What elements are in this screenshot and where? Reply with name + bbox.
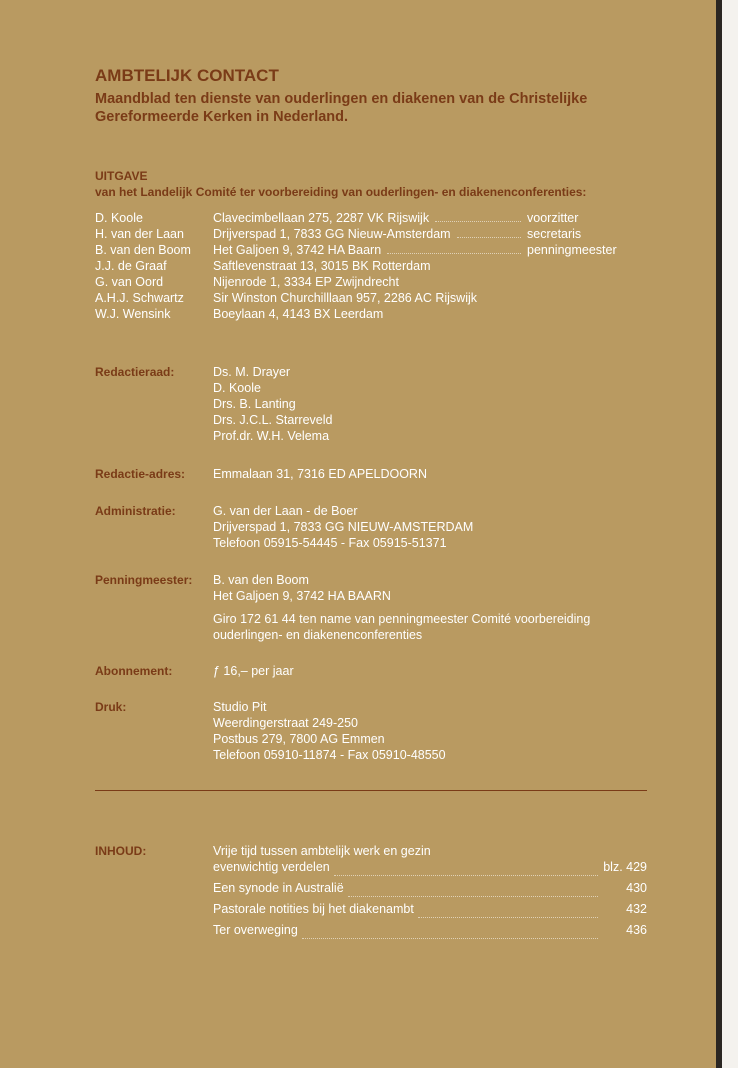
redactieraad-label: Redactieraad:: [95, 365, 175, 379]
editor-name: Drs. J.C.L. Starreveld: [213, 413, 333, 427]
uitgave-section: [95, 168, 647, 322]
committee-list: [95, 210, 647, 322]
committee-member: [95, 242, 647, 258]
colophon: [95, 66, 647, 763]
member-name: J.J. de Graaf: [95, 259, 167, 273]
toc-indent: [95, 901, 213, 922]
redactieraad-section: [95, 364, 647, 444]
toc-page-number: blz. 429: [603, 860, 647, 874]
committee-member: [95, 290, 647, 306]
dot-leader: [435, 210, 521, 222]
toc-heading-row: [95, 843, 647, 859]
member-address: Drijverspad 1, 7833 GG Nieuw-Amsterdam: [213, 227, 451, 241]
toc-entry[interactable]: [95, 880, 647, 901]
administratie-line: Telefoon 05915-54445 - Fax 05915-51371: [213, 536, 447, 550]
toc-page-number: 432: [626, 902, 647, 916]
member-address: Saftlevenstraat 13, 3015 BK Rotterdam: [213, 259, 431, 273]
druk-line: Weerdingerstraat 249-250: [213, 716, 358, 730]
toc-indent: [95, 922, 213, 943]
spacer: [213, 604, 647, 611]
abonnement-body: [213, 663, 647, 679]
redactieraad-members: [213, 364, 647, 444]
penningmeester-body: [213, 572, 647, 643]
magazine-title: AMBTELIJK CONTACT: [95, 66, 279, 85]
toc-entry[interactable]: [95, 859, 647, 880]
page-binding-edge: [716, 0, 722, 1068]
administratie-section: [95, 503, 647, 551]
member-address: Het Galjoen 9, 3742 HA Baarn: [213, 243, 382, 257]
penningmeester-line: B. van den Boom: [213, 573, 309, 587]
toc-page-number: 436: [626, 923, 647, 937]
penningmeester-label: Penningmeester:: [95, 573, 193, 587]
toc-entry-title: Pastorale notities bij het diakenambt: [213, 902, 414, 916]
administratie-line: Drijverspad 1, 7833 GG NIEUW-AMSTERDAM: [213, 520, 474, 534]
toc-entry-title: Een synode in Australië: [213, 881, 344, 895]
redactie-adres-label: Redactie-adres:: [95, 467, 186, 481]
editor-name: Ds. M. Drayer: [213, 365, 291, 379]
member-name: A.H.J. Schwartz: [95, 291, 184, 305]
penningmeester-section: [95, 572, 647, 643]
redactie-adres-value: Emmalaan 31, 7316 ED APELDOORN: [213, 467, 427, 481]
member-role: secretaris: [527, 227, 582, 241]
uitgave-subheading: van het Landelijk Comité ter voorbereiding van ouderlingen- en diakenenconferenties:: [95, 185, 587, 199]
member-address: Clavecimbellaan 275, 2287 VK Rijswijk: [213, 211, 430, 225]
dot-leader: [348, 880, 598, 897]
toc-page-number: 430: [626, 881, 647, 895]
administratie-body: [213, 503, 647, 551]
dot-leader: [387, 242, 521, 254]
table-of-contents: [95, 843, 647, 943]
committee-member: [95, 306, 647, 322]
committee-member: [95, 226, 647, 242]
dot-leader: [457, 226, 521, 238]
toc-indent: [95, 859, 213, 880]
dot-leader: [418, 901, 598, 918]
member-name: H. van der Laan: [95, 227, 184, 241]
member-address: Nijenrode 1, 3334 EP Zwijndrecht: [213, 275, 399, 289]
member-name: W.J. Wensink: [95, 307, 171, 321]
member-address: Sir Winston Churchilllaan 957, 2286 AC Rijswijk: [213, 291, 478, 305]
member-address: Boeylaan 4, 4143 BX Leerdam: [213, 307, 384, 321]
magazine-subtitle: [95, 90, 647, 126]
member-role: penningmeester: [527, 243, 617, 257]
member-name: D. Koole: [95, 211, 143, 225]
giro-line: ouderlingen- en diakenenconferenties: [213, 628, 423, 642]
toc-entry-title: Ter overweging: [213, 923, 298, 937]
administratie-label: Administratie:: [95, 504, 176, 518]
dot-leader: [334, 859, 598, 876]
uitgave-heading: UITGAVE: [95, 169, 148, 183]
committee-member: [95, 258, 647, 274]
druk-line: Studio Pit: [213, 700, 267, 714]
dot-leader: [302, 922, 598, 939]
editor-name: Drs. B. Lanting: [213, 397, 296, 411]
druk-section: [95, 699, 647, 763]
committee-member: [95, 274, 647, 290]
toc-indent: [95, 880, 213, 901]
toc-entry[interactable]: [95, 922, 647, 943]
giro-line: Giro 172 61 44 ten name van penningmeester Comité voorbereiding: [213, 612, 591, 626]
subtitle-line: Gereformeerde Kerken in Nederland.: [95, 109, 349, 125]
committee-member: [95, 210, 647, 226]
divider-rule: [95, 790, 647, 791]
penningmeester-line: Het Galjoen 9, 3742 HA BAARN: [213, 589, 391, 603]
inhoud-label: INHOUD:: [95, 844, 147, 858]
druk-label: Druk:: [95, 700, 127, 714]
subtitle-line: Maandblad ten dienste van ouderlingen en diakenen van de Christelijke: [95, 91, 588, 107]
toc-entry-title: Vrije tijd tussen ambtelijk werk en gezin: [213, 844, 431, 858]
abonnement-section: [95, 663, 647, 679]
redactie-adres-body: [213, 466, 647, 482]
editor-name: D. Koole: [213, 381, 261, 395]
administratie-line: G. van der Laan - de Boer: [213, 504, 358, 518]
editor-name: Prof.dr. W.H. Velema: [213, 429, 330, 443]
member-name: B. van den Boom: [95, 243, 191, 257]
abonnement-label: Abonnement:: [95, 664, 173, 678]
druk-body: [213, 699, 647, 763]
druk-line: Telefoon 05910-11874 - Fax 05910-48550: [213, 748, 446, 762]
member-name: G. van Oord: [95, 275, 164, 289]
redactie-adres-section: [95, 466, 647, 482]
toc-entry-title: evenwichtig verdelen: [213, 860, 330, 874]
abonnement-value: ƒ 16,– per jaar: [213, 664, 294, 678]
toc-entry[interactable]: [95, 901, 647, 922]
member-role: voorzitter: [527, 211, 579, 225]
druk-line: Postbus 279, 7800 AG Emmen: [213, 732, 385, 746]
